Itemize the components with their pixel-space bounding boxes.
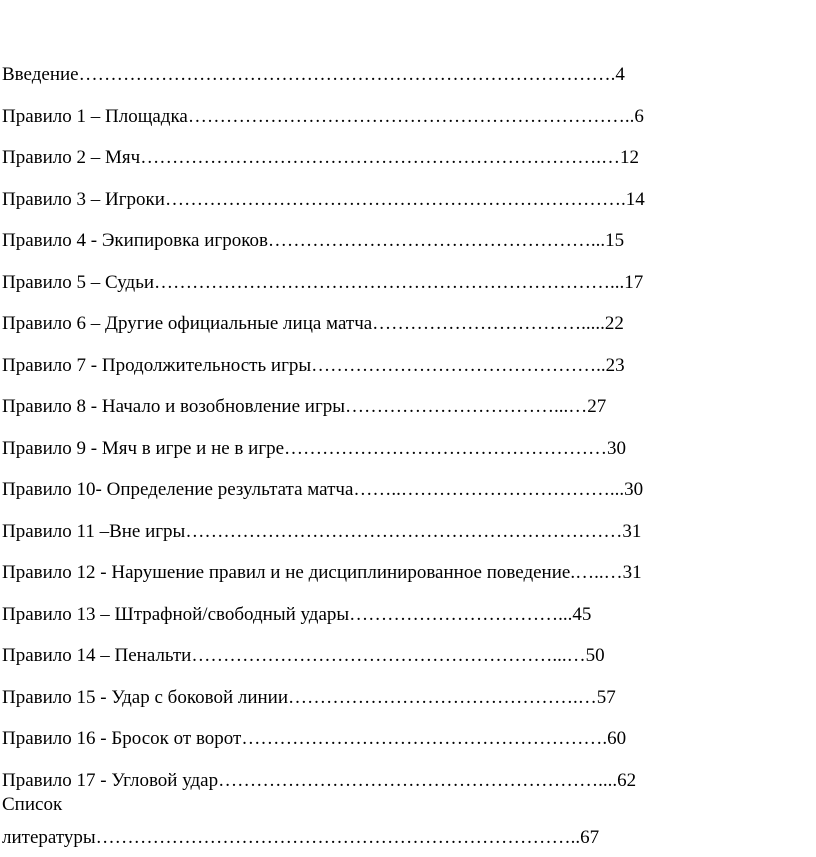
toc-entry-rule-5: Правило 5 – Судьи………………………………………………………………...17 bbox=[2, 271, 644, 293]
toc-entry-rule-6: Правило 6 – Другие официальные лица матча…………………………….....22 bbox=[2, 313, 624, 334]
table-of-contents bbox=[0, 54, 816, 801]
references-line: литературы…………………………………………………………………..67 bbox=[2, 827, 600, 848]
toc-entry-rule-2: Правило 2 – Мяч……………………………………………………………….…12 bbox=[2, 147, 639, 168]
toc-entry-rule-8: Правило 8 - Начало и возобновление игры……………………………...…27 bbox=[2, 396, 607, 417]
toc-entry-rule-14: Правило 14 – Пенальти…………………………………………………...…50 bbox=[2, 645, 605, 666]
toc-entry-rule-7: Правило 7 - Продолжительность игры………………………………………..23 bbox=[2, 354, 625, 376]
toc-entry-rule-3: Правило 3 – Игроки……………………………………………………………….14 bbox=[2, 188, 645, 210]
toc-entry-rule-17: Правило 17 - Угловой удар……………………………………………………....62 bbox=[2, 769, 637, 791]
toc-entry-introduction: Введение………………………………………………………………………….4 bbox=[2, 64, 625, 85]
toc-entry-rule-10: Правило 10- Определение результата матча……..……………………………...30 bbox=[2, 479, 644, 500]
toc-entry-rule-4: Правило 4 - Экипировка игроков……………………………………………...15 bbox=[2, 230, 625, 251]
toc-entry-rule-9: Правило 9 - Мяч в игре и не в игре……………………………………………30 bbox=[2, 437, 627, 459]
references-label: Список bbox=[2, 794, 63, 815]
toc-entry-rule-12: Правило 12 - Нарушение правил и не дисциплинированное поведение.…..…31 bbox=[2, 562, 642, 583]
toc-entry-references bbox=[2, 788, 816, 854]
toc-entry-rule-1: Правило 1 – Площадка……………………………………………………………..6 bbox=[2, 105, 644, 127]
toc-entry-rule-16: Правило 16 - Бросок от ворот………………………………………………….60 bbox=[2, 728, 627, 749]
toc-entry-rule-15: Правило 15 - Удар с боковой линии……………………………………….…57 bbox=[2, 686, 616, 708]
toc-entry-rule-13: Правило 13 – Штрафной/свободный удары……………………………...45 bbox=[2, 603, 592, 625]
toc-entry-rule-11: Правило 11 –Вне игры……………………………………………………………31 bbox=[2, 520, 642, 542]
